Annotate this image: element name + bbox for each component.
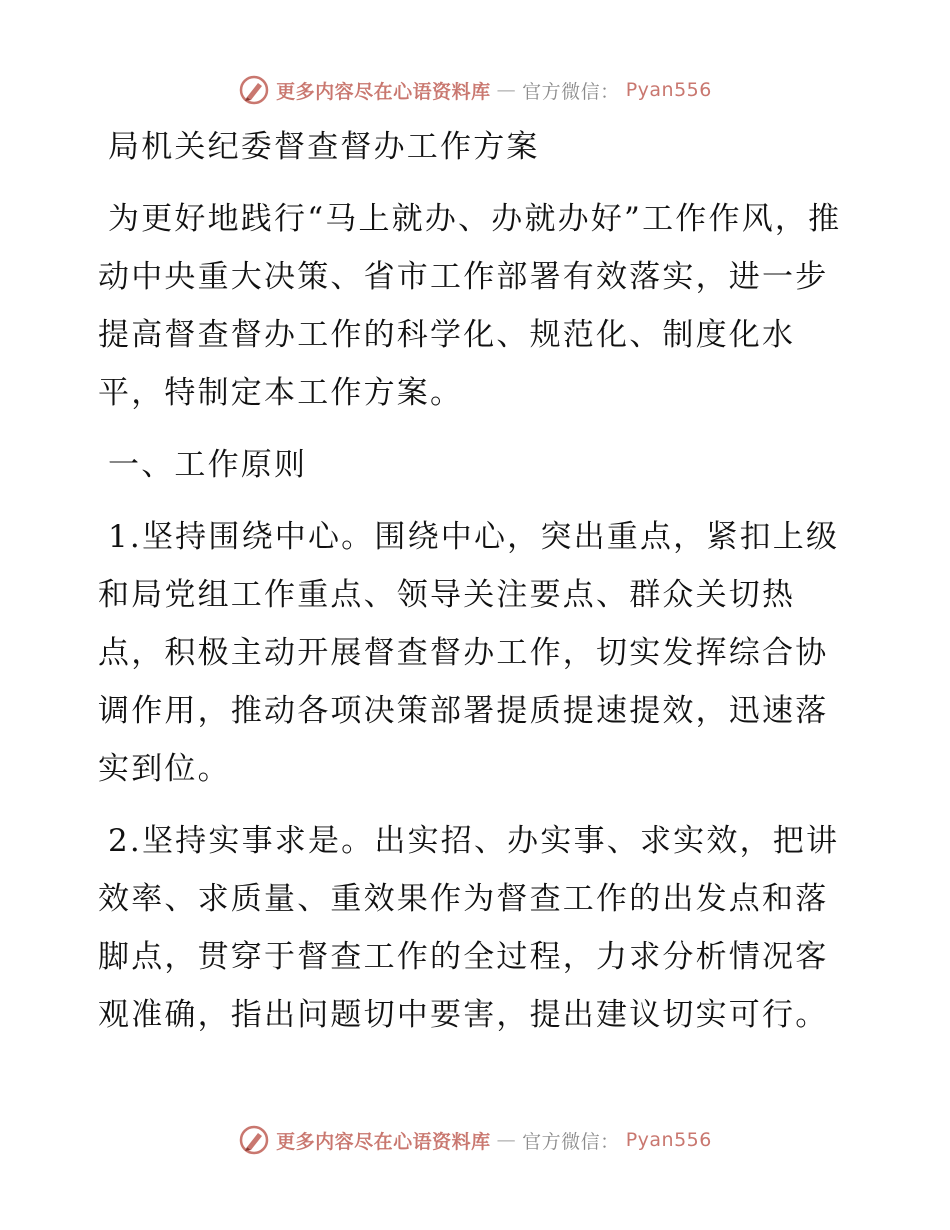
- banner-wechat-label: 官方微信：: [522, 1130, 620, 1153]
- banner-text: 更多内容尽在心语资料库: [276, 1130, 491, 1153]
- intro-paragraph: 为更好地践行“马上就办、办就办好”工作作风，推动中央重大决策、省市工作部署有效落实，进一步提高督查督办工作的科学化、规范化、制度化水平，特制定本工作方案。: [98, 201, 842, 411]
- header-watermark-banner: [0, 70, 950, 110]
- pen-logo-icon: [238, 74, 270, 106]
- banner-wechat-label: 官方微信：: [522, 80, 620, 103]
- footer-watermark-banner: [0, 1120, 950, 1160]
- principle-item-2: 2.坚持实事求是。出实招、办实事、求实效，把讲效率、求质量、重效果作为督查工作的出发点和落脚点，贯穿于督查工作的全过程，力求分析情况客观准确，指出问题切中要害，提出建议切实可行。: [98, 823, 840, 1033]
- document-body: [98, 118, 858, 1044]
- banner-separator: —: [496, 79, 517, 101]
- document-title: 局机关纪委督查督办工作方案: [108, 129, 540, 165]
- section-heading-principles: 一、工作原则: [108, 447, 308, 483]
- banner-text: 更多内容尽在心语资料库: [276, 80, 491, 103]
- banner-separator: —: [496, 1129, 517, 1151]
- pen-logo-icon: [238, 1124, 270, 1156]
- principle-item-1: 1.坚持围绕中心。围绕中心，突出重点，紧扣上级和局党组工作重点、领导关注要点、群众关切热点，积极主动开展督查督办工作，切实发挥综合协调作用，推动各项决策部署提质提速提效，迅速落实到位。: [98, 519, 840, 787]
- banner-wechat-id: Pyan556: [625, 1129, 712, 1151]
- banner-wechat-id: Pyan556: [625, 79, 712, 101]
